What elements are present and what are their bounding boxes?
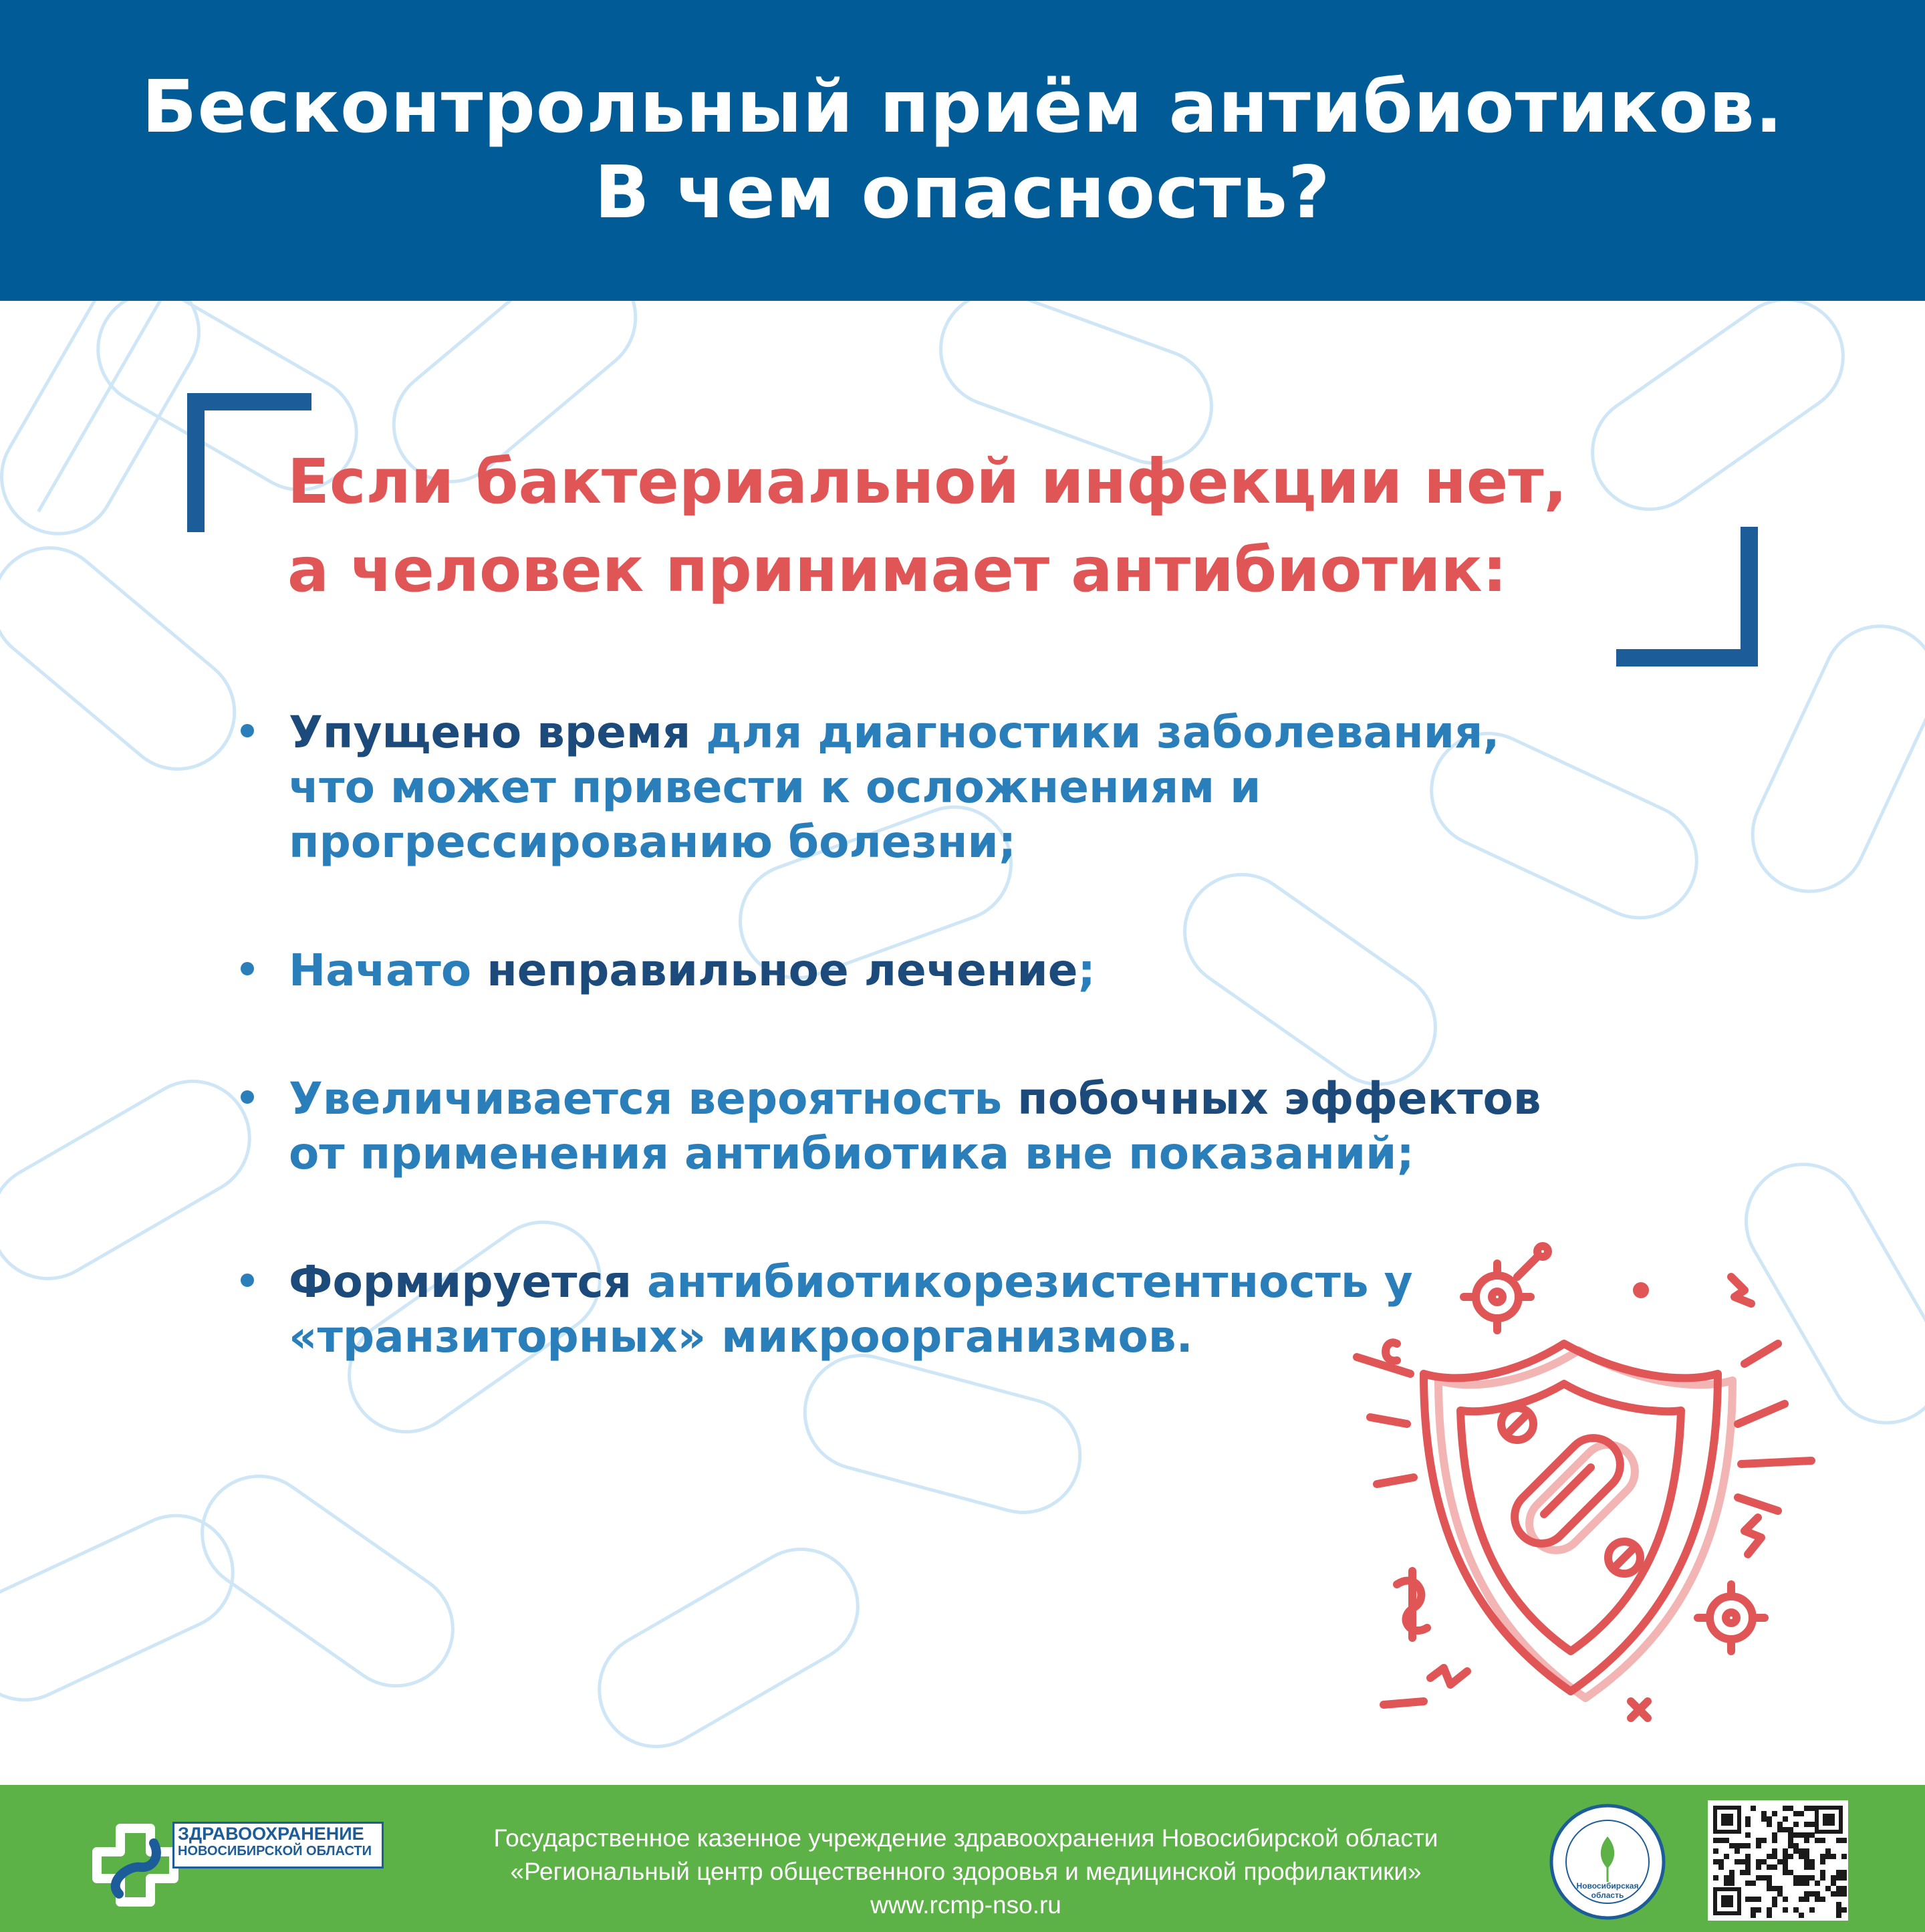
bullet-text-segment: неправильное лечение: [487, 945, 1078, 996]
bullet-line: [289, 1072, 1577, 1126]
regional-center-emblem-icon: [1541, 1802, 1674, 1922]
bullet-line: [289, 815, 1577, 870]
bracket-top-left-vertical: [187, 393, 205, 532]
header-banner: [0, 0, 1925, 301]
bracket-bottom-right-vertical: [1741, 527, 1758, 667]
bullet-text-segment: что может привести к осложнениям и: [289, 761, 1261, 813]
subtitle-line-2: а человек принимает антибиотик:: [287, 534, 1507, 606]
bullet-dot-icon: [241, 962, 254, 975]
bullet-item: [241, 943, 1577, 998]
bullet-text-segment: ;: [1077, 945, 1096, 996]
svg-text:Новосибирская: Новосибирская: [1576, 1881, 1639, 1891]
svg-text:область: область: [1591, 1891, 1624, 1900]
bullet-line: [289, 760, 1577, 815]
logo-subtitle: НОВОСИБИРСКОЙ ОБЛАСТИ: [178, 1844, 372, 1858]
website-link[interactable]: www.rcmp-nso.ru: [870, 1891, 1061, 1919]
bracket-bottom-right-horizontal: [1616, 649, 1758, 667]
page-title-line-2: В чем опасность?: [594, 151, 1331, 235]
subtitle: [287, 438, 1691, 614]
bullet-text-segment: побочных эффектов: [1017, 1073, 1541, 1124]
bullet-line: [289, 705, 1577, 760]
qr-code-icon[interactable]: [1708, 1800, 1848, 1921]
bullet-text-segment: Увеличивается вероятность: [289, 1073, 1018, 1124]
antibiotic-shield-illustration: [1343, 1223, 1825, 1745]
bullet-text-segment: для диагностики заболевания,: [690, 707, 1500, 758]
bracket-top-left-horizontal: [187, 393, 311, 410]
organization-name-line-1: Государственное казенное учреждение здравоохранения Новосибирской области: [493, 1824, 1438, 1852]
bullet-line: [289, 943, 1577, 998]
bullet-text-segment: от применения антибиотика вне показаний;: [289, 1128, 1414, 1179]
logo-title: ЗДРАВООХРАНЕНИЕ: [178, 1824, 364, 1844]
bullet-text-segment: «транзиторных» микроорганизмов.: [289, 1311, 1193, 1362]
bullet-text-segment: прогрессированию болезни;: [289, 816, 1017, 868]
bullet-text-segment: Упущено время: [289, 707, 691, 758]
bullet-text-segment: Формируется: [289, 1256, 647, 1308]
bullet-dot-icon: [241, 1274, 254, 1287]
bullet-dot-icon: [241, 1090, 254, 1104]
organization-info: [404, 1822, 1527, 1922]
subtitle-line-1: Если бактериальной инфекции нет,: [287, 446, 1567, 517]
bullet-text-segment: антибиотикорезистентность у: [647, 1256, 1413, 1308]
organization-name-line-2: «Региональный центр общественного здоровья и медицинской профилактики»: [510, 1858, 1422, 1885]
bullet-line: [289, 1126, 1577, 1181]
bullet-item: [241, 705, 1577, 870]
bullet-dot-icon: [241, 724, 254, 737]
page-title-line-1: Бесконтрольный приём антибиотиков.: [142, 66, 1783, 149]
bullet-item: [241, 1072, 1577, 1181]
bullet-text-segment: Начато: [289, 945, 487, 996]
